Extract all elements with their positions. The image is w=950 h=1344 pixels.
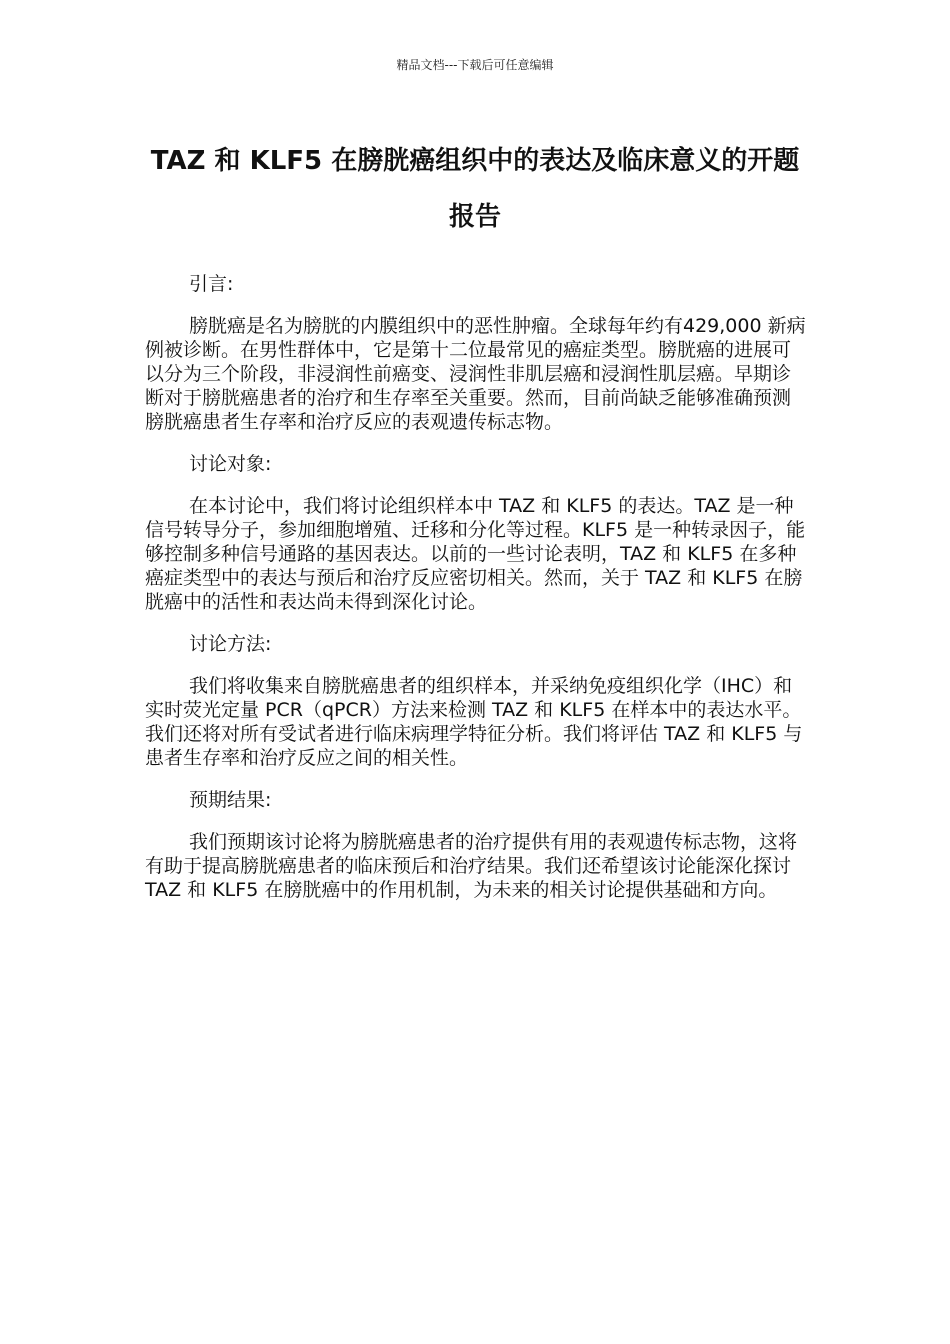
header-note: 精品文档---下载后可任意编辑 [396,58,554,72]
document-title: TAZ 和 KLF5 在膀胱癌组织中的表达及临床意义的开题报告 [150,146,800,232]
section-heading-introduction: 引言: [189,273,234,295]
section-heading-expected-results: 预期结果: [189,789,272,811]
section-heading-subjects: 讨论对象: [189,453,272,475]
document-body [145,272,807,920]
paragraph-methods: 我们将收集来自膀胱癌患者的组织样本，并采纳免疫组织化学（IHC）和实时荧光定量 PCR（qPCR）方法来检测 TAZ 和 KLF5 在样本中的表达水平。我们还将对所有受试者进行临床病理学特征分析。我们将评估 TAZ 和 KLF5 与患者生存率和治疗反应之间的相关性。 [145,675,803,769]
paragraph-subjects: 在本讨论中，我们将讨论组织样本中 TAZ 和 KLF5 的表达。TAZ 是一种信号转导分子，参加细胞增殖、迁移和分化等过程。KLF5 是一种转录因子，能够控制多种信号通路的基因表达。以前的一些讨论表明，TAZ 和 KLF5 在多种癌症类型中的表达与预后和治疗反应密切相关。然而，关于 TAZ 和 KLF5 在膀胱癌中的活性和表达尚未得到深化讨论。 [145,495,806,613]
paragraph-expected-results: 我们预期该讨论将为膀胱癌患者的治疗提供有用的表观遗传标志物，这将有助于提高膀胱癌患者的临床预后和治疗结果。我们还希望该讨论能深化探讨 TAZ 和 KLF5 在膀胱癌中的作用机制，为未来的相关讨论提供基础和方向。 [145,831,798,901]
section-heading-methods: 讨论方法: [189,633,272,655]
paragraph-introduction: 膀胱癌是名为膀胱的内膜组织中的恶性肿瘤。全球每年约有429,000 新病例被诊断。在男性群体中，它是第十二位最常见的癌症类型。膀胱癌的进展可以分为三个阶段，非浸润性前癌变、浸润性非肌层癌和浸润性肌层癌。早期诊断对于膀胱癌患者的治疗和生存率至关重要。然而，目前尚缺乏能够准确预测膀胱癌患者生存率和治疗反应的表观遗传标志物。 [145,315,806,433]
